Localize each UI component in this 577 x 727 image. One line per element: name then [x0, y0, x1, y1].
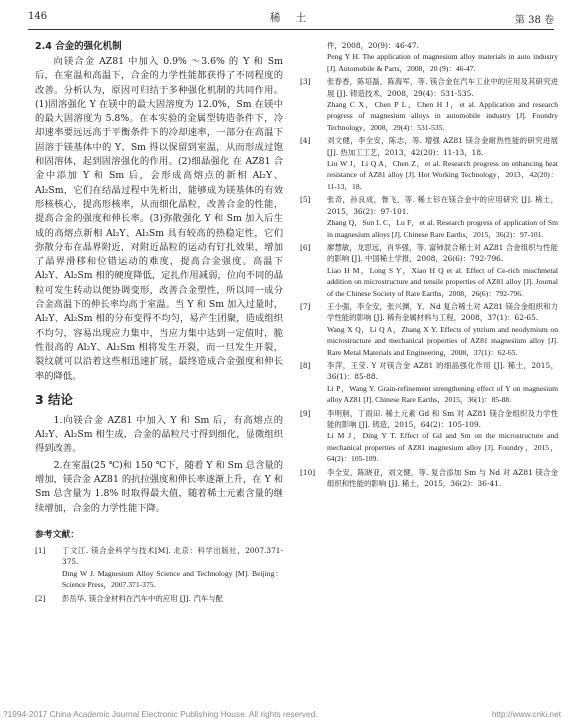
- section-heading-conclusion: 3 结论: [35, 391, 74, 407]
- reference-number: [7]: [300, 301, 311, 311]
- page-footer: [0, 709, 577, 723]
- reference-number: [6]: [300, 242, 311, 252]
- copyright-notice: ?1994-2017 China Academic Journal Electronic Publishing House. All rights reserved.: [3, 709, 318, 719]
- reference-number: [4]: [300, 136, 311, 146]
- reference-item: [300, 360, 558, 406]
- reference-item: [300, 76, 558, 133]
- right-column: [300, 40, 558, 700]
- reference-text-en: Liu W J，Li Q A，Chen Z，et al. Research progress on enhancing heat resistance of AZ81 alloy [J]. Hot Working Technology，2013，42(20)：11-13，18.: [327, 159, 558, 191]
- reference-item: [300, 301, 558, 358]
- reference-text-zh: 王小强，李全安，张兴渊，Y、Nd 复合稀土对 AZ81 镁合金组织和力学性能的影响 [J]. 稀有金属材料与工程，2008，37(1)：62-65.: [327, 301, 558, 323]
- journal-name: 稀 土: [269, 12, 313, 24]
- reference-text-en: Li M J，Ding Y T. Effect of Gd and Sm on the microstructure and mechanical properties of AZ81 magnesium alloy [J]. Foundry，2015，64(2)：105-109.: [327, 431, 558, 464]
- reference-text-en: Ding W J. Magnesium Alloy Science and Technology [M]. Beijing：Science Press，2007.371-375.: [62, 568, 283, 590]
- reference-text-zh: 刘文健，李全安，陈志，等. 增强 AZ81 镁合金耐热性能的研究进展 [J]. 热加工工艺，2013，42(20)：11-13，18.: [327, 136, 558, 157]
- reference-item: [35, 545, 283, 591]
- reference-item: [300, 135, 558, 192]
- reference-text-zh: 李明舸，丁雨田. 稀土元素 Gd 和 Sm 对 AZ81 镁合金组织及力学性能的影响 [J]. 铸造，2015，64(2)：105-109.: [327, 408, 558, 429]
- references-title: 参考文献：: [35, 529, 79, 540]
- source-url: http://www.cnki.net: [491, 709, 561, 719]
- reference-continuation: [300, 40, 558, 74]
- reference-text-zh: 李萍，王莹. Y 对镁合金 AZ81 的细晶强化作用 [J]. 稀土，2015，36(1)：85-88.: [327, 360, 558, 382]
- reference-text-en: Liao H M，Long S Y，Xiao H Q et al. Effect of Ce-rich mischmetal addition on microstructure and tensile properties of AZ81 alloy [J]. Journal of the Chinese Society of Rare Earths，2008，26(6)：792-796.: [327, 265, 558, 298]
- reference-text-zh: 张春香，陈培磊，陈海军，等. 镁合金在汽车工业中的应用及其研究进展 [J]. 铸造技术，2008，29(4)：531-535.: [327, 77, 558, 98]
- reference-number: [9]: [300, 408, 311, 418]
- page-number: 146: [28, 11, 48, 22]
- reference-number: [1]: [35, 545, 46, 555]
- strengthening-paragraph: 向镁合金 AZ81 中加入 0.9% ～3.6% 的 Y 和 Sm 后，在室温和高温下，合金的力学性能都获得了不同程度的改善。分析认为，原因可归结于多种强化机制的共同作用。(1)固溶强化 Y 在镁中的最大固溶度为 12.0%，Sm 在镁中的最大固溶度为 5.8%。在本实验的金属型铸造条件下，冷却速率要远远高于平衡条件下的冷却速率，一部分在高温下固溶于镁基体中的 Y、Sm 得以保留到室温，从而形成过饱和固溶体，起到固溶强化的作用。(2)细晶强化 在 AZ81 合金中添加 Y 和 Sm 后，会形成高熔点的新相 Al₂Y、Al₂Sm，它们在结晶过程中先析出，能够成为镁基体的有效形核核心，提高形核率，从而细化晶粒，改善合金的性能，提高合金的强度和伸长率。(3)弥散强化 Y 和 Sm 加入后生成的高熔点新相 Al₂Y、Al₂Sm 具有较高的热稳定性，它们弥散分布在晶界附近，对附近晶粒的运动有钉扎效果，增加了晶界滑移和位错运动的难度，提高合金强度。高温下 Al₂Y、Al₂Sm 相的硬度降低，定扎作用减弱，位向不同的晶粒可发生转动以便协调变形，改善合金塑性，所以同一成分合金高温下的伸长率均高于室温。当 Y 和 Sm 加入过量时，Al₂Y、Al₂Sm 相的分布变得不均匀，易产生团聚，造成组织不均匀，容易出现应力集中，当应力集中达到一定值时，脆性很高的 Al₂Y、Al₂Sm 相将发生开裂，而一旦发生开裂，裂纹就可以沿着这些相迅速扩展，最终造成合金强度和伸长率的降低。: [35, 56, 283, 382]
- reference-text-en: Zhang Q，Sun L C，Lu F，et al. Research progress of application of Sm in magnesium alloys [J]. Chinese Rare Earths，2015，36(2)：97-101.: [327, 218, 558, 239]
- reference-text-en: Peng Y H. The application of magnesium alloy materials in auto industry [J]. Automobile & Parts，2008，20 (9)：46-47.: [327, 52, 558, 73]
- conclusion-item: 2.在室温(25 ℃)和 150 ℃下，随着 Y 和 Sm 总含量的增加，镁合金 AZ81 的抗拉强度和伸长率逐渐上升，在 Y 和 Sm 总含量为 1.8% 时取得最大值，随着稀土元素含量的继续增加，合金的力学性能下降。: [35, 459, 283, 514]
- reference-text-zh: 丁文江. 镁合金科学与技术[M]. 北京：科学出版社，2007.371-375.: [62, 545, 283, 567]
- reference-item: [300, 408, 558, 465]
- reference-item: [300, 467, 558, 490]
- reference-number: [10]: [300, 467, 316, 477]
- reference-text-en: Wang X Q，Li Q A，Zhang X Y. Effects of yttrium and neodymium on microstructure and mechanical properties of AZ81 magnesium alloy [J]. Rare Metal Materials and Engineering，2008，37(1)：62-65.: [327, 324, 558, 357]
- volume-label: 第 38 卷: [514, 15, 554, 26]
- conclusion-item: 1.向镁合金 AZ81 中加入 Y 和 Sm 后，有高熔点的 Al₂Y、Al₂Sm 相生成，合金的晶粒尺寸得到细化，显微组织得到改善。: [35, 414, 283, 455]
- reference-item: [300, 194, 558, 240]
- reference-text-zh: 张奇，孙良成，鲁飞，等. 稀土钐在镁合金中的应用研究 [J]. 稀土，2015，36(2)：97-101.: [327, 195, 558, 216]
- reference-item: [35, 593, 283, 604]
- section-heading-2-4: 2.4 合金的强化机制: [35, 41, 122, 52]
- reference-number: [8]: [300, 360, 311, 370]
- reference-number: [3]: [300, 77, 311, 87]
- reference-text-zh: 李全安，陈晓亚，刘文健，等. 复合添加 Sm 与 Nd 对 AZ81 镁合金组织和性能的影响 [J]. 稀土，2015，36(2)：36-41.: [327, 467, 558, 489]
- reference-text-zh: 件，2008，20(9)：46-47.: [327, 41, 419, 50]
- reference-text-zh: 廖慧敏，龙思远，肖华强，等. 富铈混合稀土对 AZ81 合金组织与性能的影响 [J]. 中国稀土学报，2008，26(6)：792-796.: [327, 242, 558, 264]
- reference-text-zh: 彭岳华. 镁合金材料在汽车中的应用 [J]. 汽车与配: [62, 593, 223, 603]
- reference-number: [2]: [35, 593, 46, 603]
- reference-item: [300, 242, 558, 299]
- reference-text-en: Zhang C X，Chen P L，Chen H J，et al. Application and research progress of magnesium alloys in automobile industry [J]. Foundry Technology，2008，29(4)：531-535.: [327, 100, 558, 132]
- reference-text-en: Li P，Wang Y. Grain-refinement strengthening effect of Y on magnesium alloy AZ81 [J]. Chinese Rare Earths，2015，36(1)：85-88.: [327, 383, 558, 405]
- left-column: [35, 40, 283, 700]
- reference-number: [5]: [300, 195, 311, 205]
- page-header: [28, 0, 554, 30]
